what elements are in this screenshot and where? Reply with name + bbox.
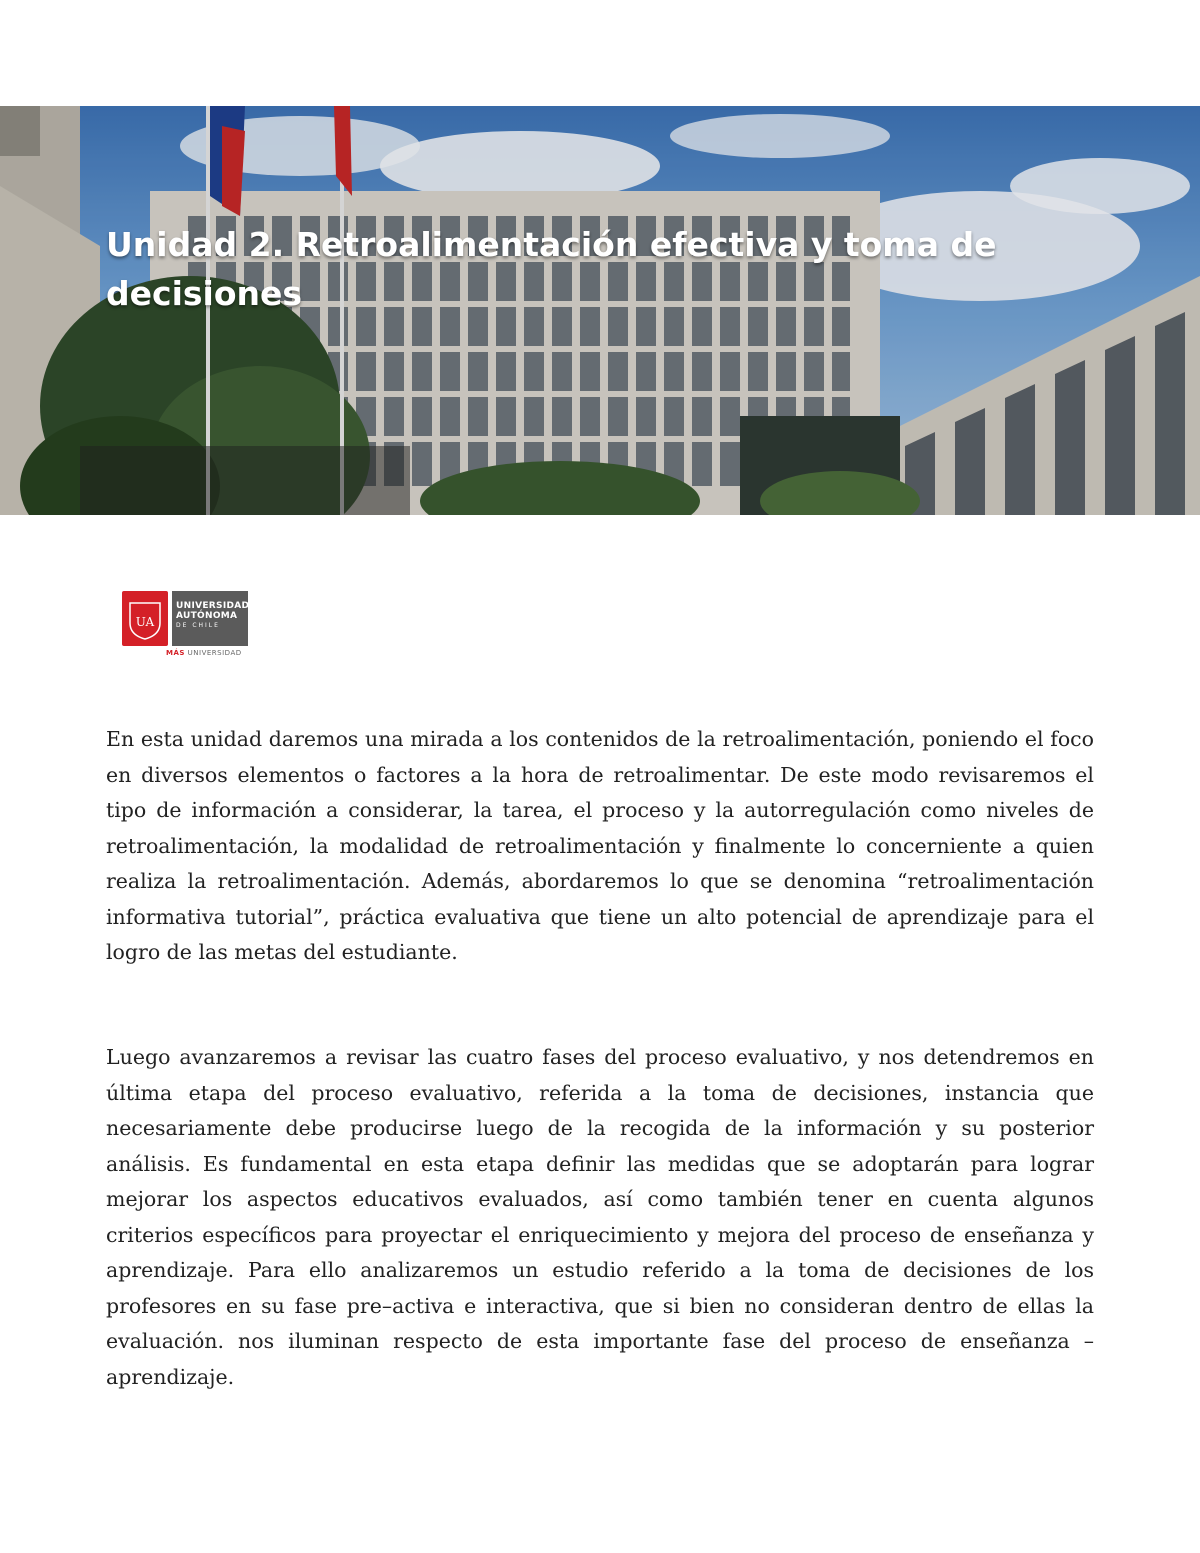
logo-wordmark: [172, 591, 248, 646]
logo-line-2: AUTÓNOMA: [176, 611, 238, 621]
tagline-rest: UNIVERSIDAD: [187, 649, 242, 657]
intro-paragraph-1: En esta unidad daremos una mirada a los contenidos de la retroalimentación, poniendo el foco en diversos elementos o factores a la hora de retroalimentar. De este modo revisaremos el tipo de información a considerar, la tarea, el proceso y la autorregulación como niveles de retroalimentación, la modalidad de retroalimentación y finalmente lo concerniente a quien realiza la retroalimentación. Además, abordaremos lo que se denomina “retroalimentación informativa tutorial”, práctica evaluativa que tiene un alto potencial de aprendizaje para el logro de las metas del estudiante.: [106, 727, 1094, 964]
tagline-bold: MÁS: [166, 649, 185, 657]
intro-paragraph-2: Luego avanzaremos a revisar las cuatro fases del proceso evaluativo, y nos detendremos en última etapa del proceso evaluativo, referida a la toma de decisiones, instancia que necesariamente debe producirse luego de la recogida de la información y su posterior análisis. Es fundamental en esta etapa definir las medidas que se adoptarán para lograr mejorar los aspectos educativos evaluados, así como también tener en cuenta algunos criterios específicos para proyectar el enriquecimiento y mejora del proceso de enseñanza y aprendizaje. Para ello analizaremos un estudio referido a la toma de decisiones de los profesores en su fase pre–activa e interactiva, que si bien no consideran dentro de ellas la evaluación. nos iluminan respecto de esta importante fase del proceso de enseñanza – aprendizaje.: [106, 1045, 1094, 1389]
university-logo: [122, 591, 252, 661]
logo-line-3: DE CHILE: [176, 622, 220, 629]
shield-icon: [122, 591, 168, 646]
logo-line-1: UNIVERSIDAD: [176, 601, 250, 611]
logo-tagline: [166, 649, 242, 657]
page-title: Unidad 2. Retroalimentación efectiva y toma de decisiones: [106, 225, 997, 313]
shield-text: UA: [135, 615, 155, 629]
header-banner: [0, 106, 1200, 515]
